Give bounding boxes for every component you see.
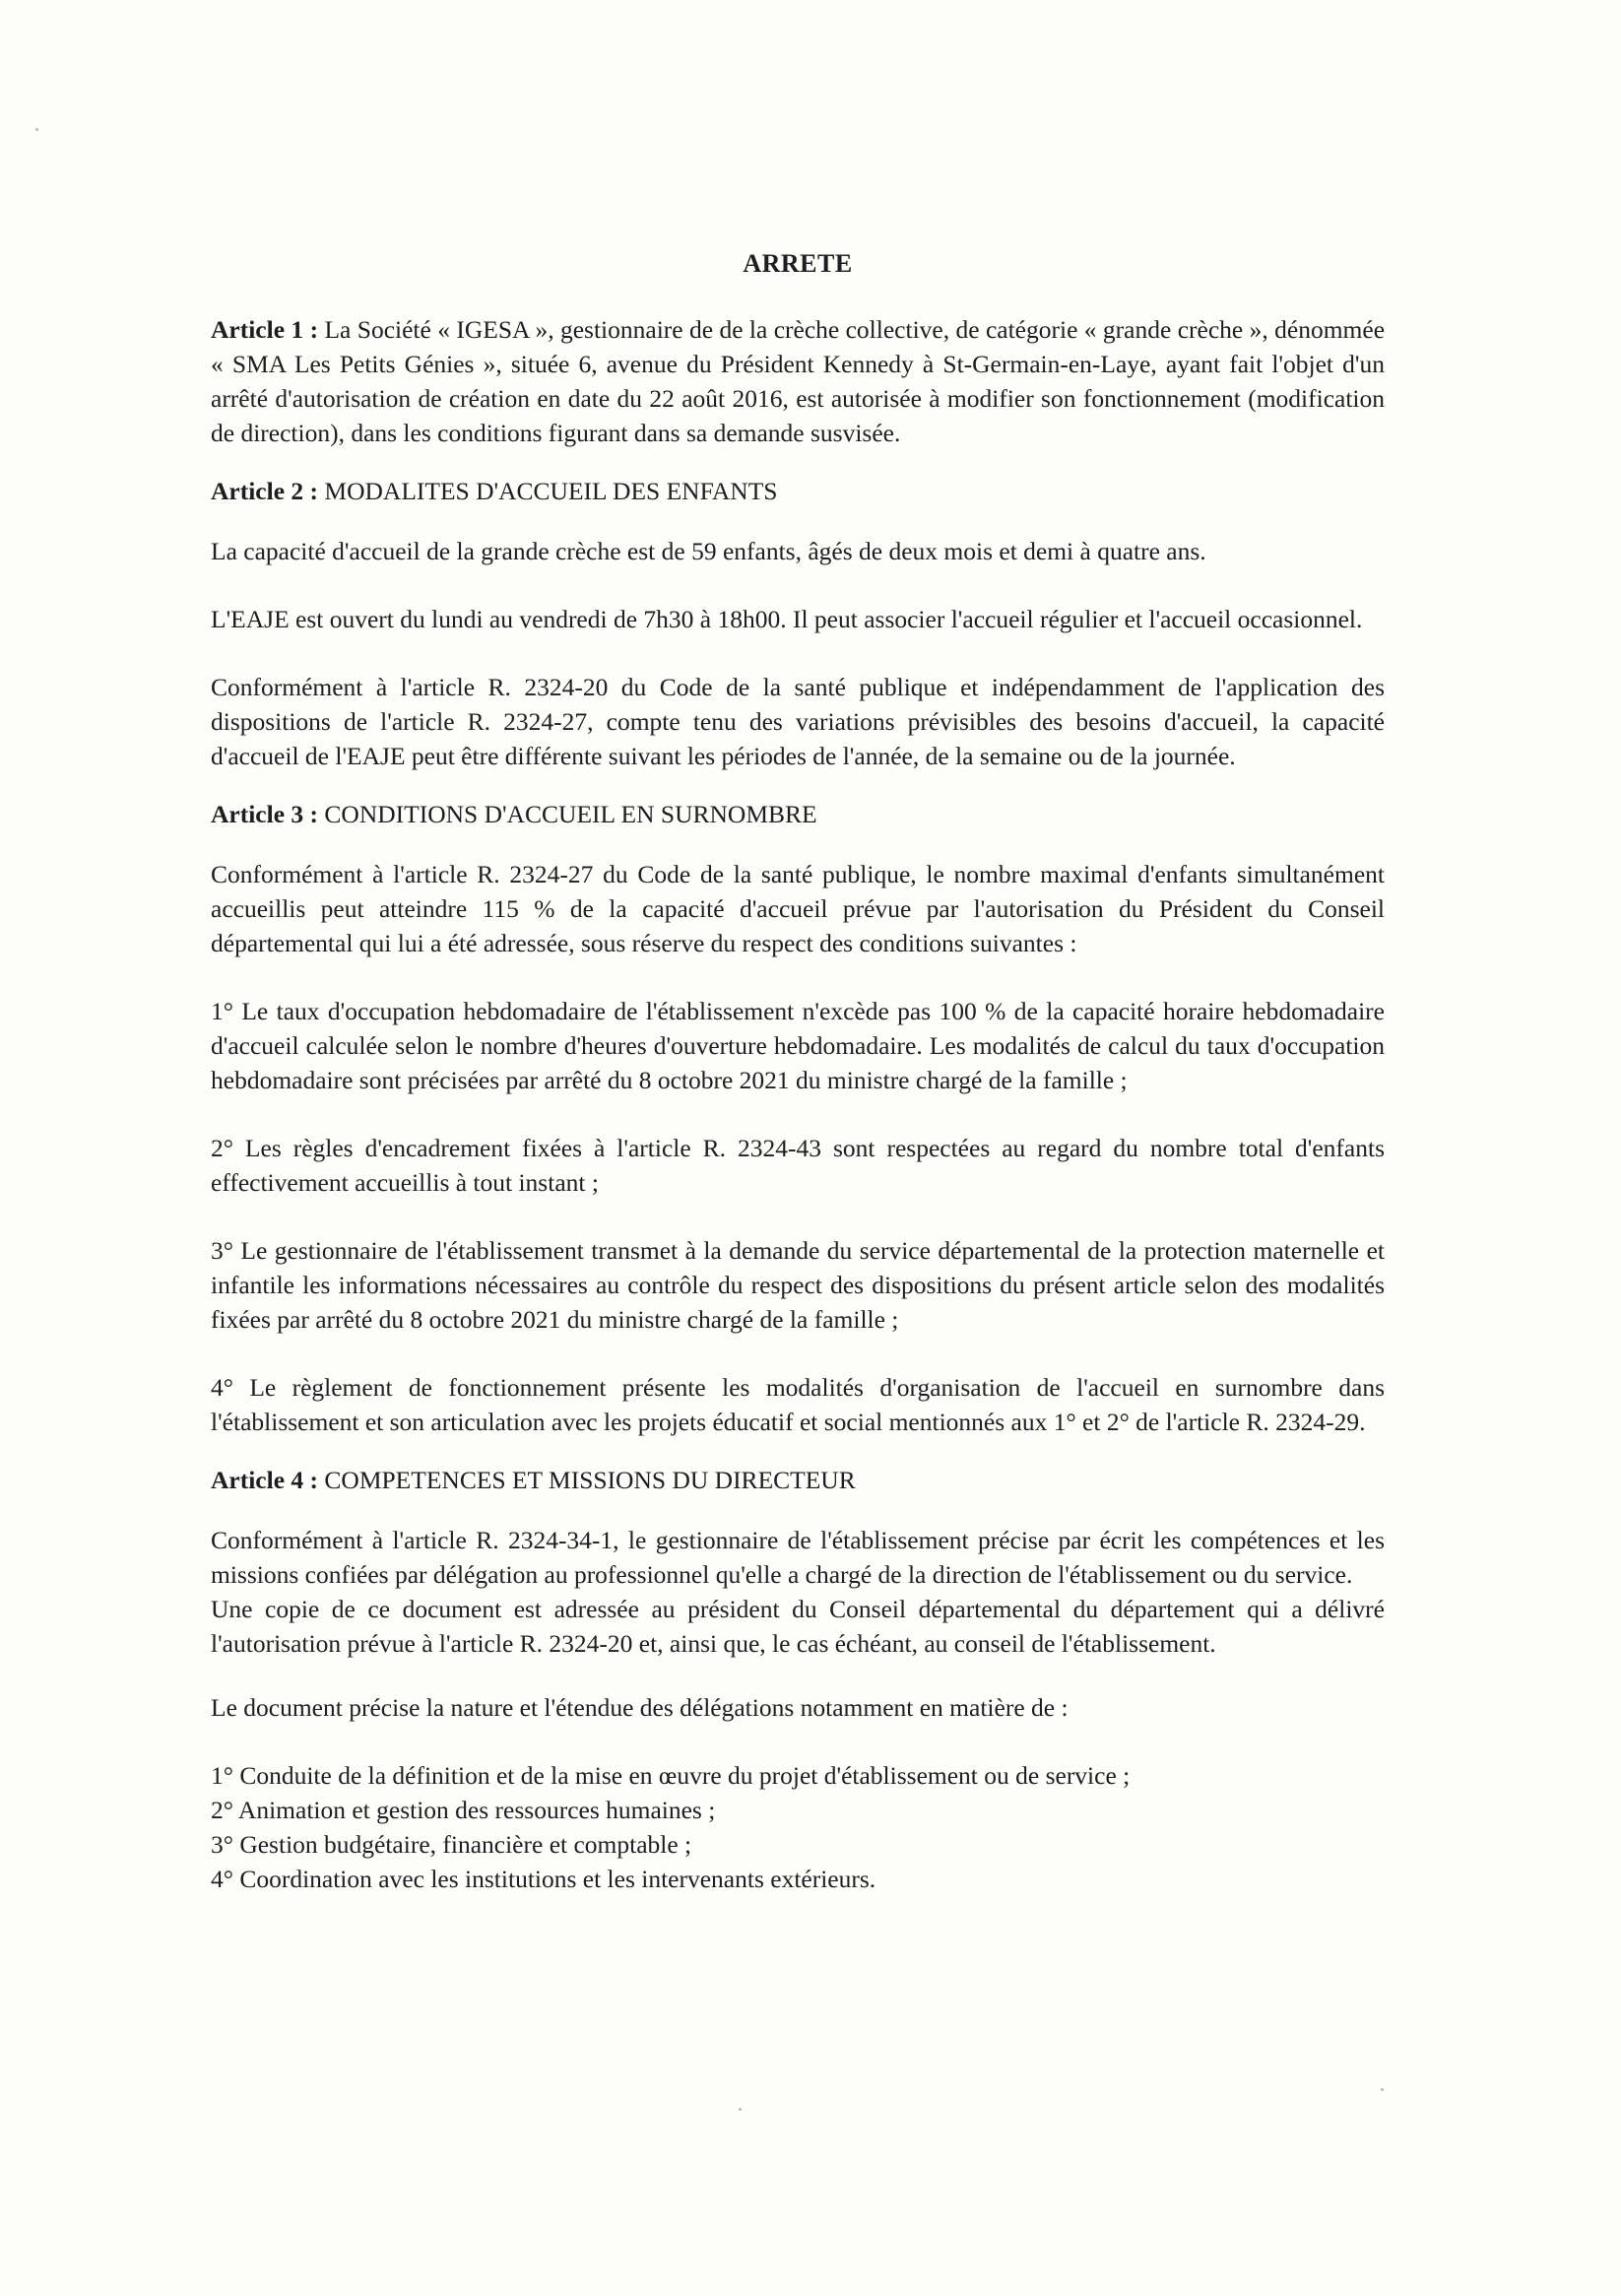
article-2-heading [211, 474, 1385, 508]
document-title: ARRETE [743, 249, 853, 278]
article-3-condition-4: 4° Le règlement de fonctionnement présente les modalités d'organisation de l'accueil en surnombre dans l'établissement et son articulation avec les projets éducatif et social mentionnés aux 1° et 2° de l'article R. 2324-29. [211, 1373, 1385, 1436]
article-3-condition-2: 2° Les règles d'encadrement fixées à l'article R. 2324-43 sont respectées au regard du nombre total d'enfants effectivement accueillis à tout instant ; [211, 1134, 1385, 1197]
list-item: 4° Coordination avec les institutions et les intervenants extérieurs. [211, 1865, 876, 1893]
article-3-label: Article 3 : [211, 800, 319, 828]
article-4-heading [211, 1463, 1385, 1497]
list-item: 3° Gestion budgétaire, financière et comptable ; [211, 1830, 692, 1859]
article-3-paragraph: Conformément à l'article R. 2324-27 du Code de la santé publique, le nombre maximal d'enfants simultanément accueillis peut atteindre 115 % de la capacité d'accueil prévue par l'autorisation du Président du Conseil départemental qui lui a été adressée, sous réserve du respect des conditions suivantes : [211, 860, 1385, 957]
document-page [211, 246, 1385, 1896]
article-4-label: Article 4 : [211, 1466, 319, 1494]
article-2-paragraph: L'EAJE est ouvert du lundi au vendredi de 7h30 à 18h00. Il peut associer l'accueil régulier et l'accueil occasionnel. [211, 605, 1363, 633]
article-1 [211, 312, 1385, 450]
article-4-paragraph: Le document précise la nature et l'étendue des délégations notamment en matière de : [211, 1693, 1069, 1722]
article-3-heading [211, 797, 1385, 831]
scan-speck [35, 128, 38, 131]
article-3-condition-3: 3° Le gestionnaire de l'établissement transmet à la demande du service départemental de la protection maternelle et infantile les informations nécessaires au contrôle du respect des dispositions du présent article selon des modalités fixées par arrêté du 8 octobre 2021 du ministre chargé de la famille ; [211, 1236, 1385, 1334]
article-1-text: La Société « IGESA », gestionnaire de de la crèche collective, de catégorie « grande crèche », dénommée « SMA Les Petits Génies », située 6, avenue du Président Kennedy à St-Germain-en-Laye, ayant fait l'objet d'un arrêté d'autorisation de création en date du 22 août 2016, est autorisée à modifier son fonctionnement (modification de direction), dans les conditions figurant dans sa demande susvisée. [211, 315, 1386, 447]
article-2-label: Article 2 : [211, 477, 319, 505]
article-2-title: MODALITES D'ACCUEIL DES ENFANTS [324, 477, 778, 505]
scan-speck [1381, 2088, 1384, 2091]
article-3-title: CONDITIONS D'ACCUEIL EN SURNOMBRE [324, 800, 817, 828]
delegation-list [211, 1758, 1385, 1896]
article-4-paragraph: Conformément à l'article R. 2324-34-1, le gestionnaire de l'établissement précise par écrit les compétences et les missions confiées par délégation au professionnel qu'elle a chargé de la direction de l'établissement ou du service. [211, 1526, 1385, 1589]
article-1-label: Article 1 : [211, 315, 319, 344]
list-item: 2° Animation et gestion des ressources humaines ; [211, 1796, 716, 1824]
article-4-title: COMPETENCES ET MISSIONS DU DIRECTEUR [324, 1466, 856, 1494]
article-2-paragraph: La capacité d'accueil de la grande crèche est de 59 enfants, âgés de deux mois et demi à quatre ans. [211, 537, 1206, 565]
article-2-paragraph: Conformément à l'article R. 2324-20 du Code de la santé publique et indépendamment de l'application des dispositions de l'article R. 2324-27, compte tenu des variations prévisibles des besoins d'accueil, la capacité d'accueil de l'EAJE peut être différente suivant les périodes de l'année, de la semaine ou de la journée. [211, 673, 1385, 770]
article-3-condition-1: 1° Le taux d'occupation hebdomadaire de l'établissement n'excède pas 100 % de la capacité horaire hebdomadaire d'accueil calculée selon le nombre d'heures d'ouverture hebdomadaire. Les modalités de calcul du taux d'occupation hebdomadaire sont précisées par arrêté du 8 octobre 2021 du ministre chargé de la famille ; [211, 997, 1385, 1094]
scan-speck [739, 2108, 742, 2111]
article-4-paragraph: Une copie de ce document est adressée au président du Conseil départemental du département qui a délivré l'autorisation prévue à l'article R. 2324-20 et, ainsi que, le cas échéant, au conseil de l'établissement. [211, 1595, 1385, 1658]
list-item: 1° Conduite de la définition et de la mise en œuvre du projet d'établissement ou de service ; [211, 1761, 1131, 1790]
